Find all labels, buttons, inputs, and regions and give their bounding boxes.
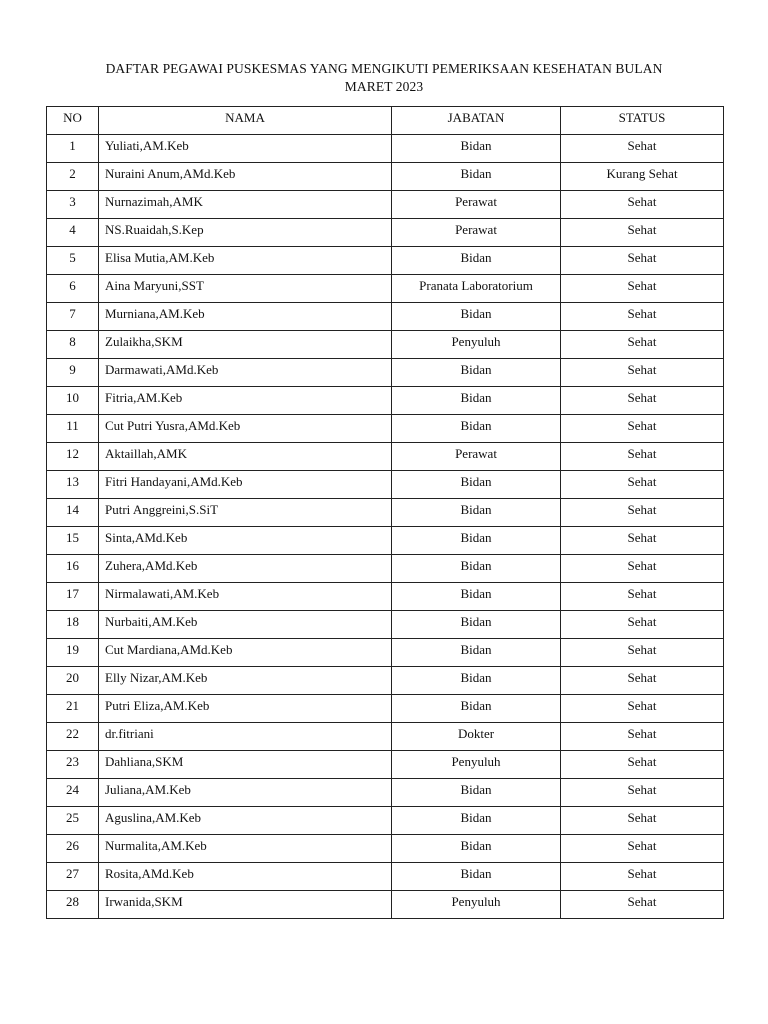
cell-jabatan: Bidan — [392, 695, 561, 723]
cell-nama: Aktaillah,AMK — [99, 443, 392, 471]
cell-jabatan: Bidan — [392, 611, 561, 639]
table-row — [47, 527, 724, 555]
cell-no: 19 — [47, 639, 99, 667]
cell-jabatan: Bidan — [392, 863, 561, 891]
table-body — [47, 135, 724, 919]
cell-no: 23 — [47, 751, 99, 779]
cell-nama: Fitri Handayani,AMd.Keb — [99, 471, 392, 499]
cell-jabatan: Bidan — [392, 639, 561, 667]
cell-nama: Dahliana,SKM — [99, 751, 392, 779]
table-row — [47, 723, 724, 751]
cell-nama: Irwanida,SKM — [99, 891, 392, 919]
cell-no: 1 — [47, 135, 99, 163]
cell-jabatan: Perawat — [392, 191, 561, 219]
cell-nama: Elisa Mutia,AM.Keb — [99, 247, 392, 275]
cell-jabatan: Penyuluh — [392, 331, 561, 359]
cell-no: 17 — [47, 583, 99, 611]
cell-no: 4 — [47, 219, 99, 247]
table-header — [47, 107, 724, 135]
table-row — [47, 499, 724, 527]
table-row — [47, 191, 724, 219]
cell-status: Sehat — [561, 359, 724, 387]
cell-status: Sehat — [561, 611, 724, 639]
table-row — [47, 135, 724, 163]
cell-status: Sehat — [561, 331, 724, 359]
table-row — [47, 303, 724, 331]
table-row — [47, 275, 724, 303]
title-line-1: DAFTAR PEGAWAI PUSKESMAS YANG MENGIKUTI PEMERIKSAAN KESEHATAN BULAN — [105, 61, 663, 76]
cell-nama: Putri Anggreini,S.SiT — [99, 499, 392, 527]
table-row — [47, 611, 724, 639]
cell-status: Sehat — [561, 499, 724, 527]
cell-status: Sehat — [561, 527, 724, 555]
cell-status: Sehat — [561, 219, 724, 247]
cell-nama: Yuliati,AM.Keb — [99, 135, 392, 163]
cell-nama: dr.fitriani — [99, 723, 392, 751]
cell-no: 7 — [47, 303, 99, 331]
cell-no: 15 — [47, 527, 99, 555]
cell-jabatan: Bidan — [392, 387, 561, 415]
cell-status: Sehat — [561, 751, 724, 779]
cell-no: 6 — [47, 275, 99, 303]
cell-jabatan: Bidan — [392, 583, 561, 611]
cell-status: Sehat — [561, 415, 724, 443]
cell-status: Sehat — [561, 863, 724, 891]
cell-jabatan: Bidan — [392, 499, 561, 527]
table-row — [47, 415, 724, 443]
cell-nama: Nurbaiti,AM.Keb — [99, 611, 392, 639]
cell-no: 2 — [47, 163, 99, 191]
cell-nama: Fitria,AM.Keb — [99, 387, 392, 415]
cell-status: Sehat — [561, 639, 724, 667]
cell-status: Sehat — [561, 247, 724, 275]
cell-status: Sehat — [561, 275, 724, 303]
cell-jabatan: Bidan — [392, 303, 561, 331]
cell-no: 16 — [47, 555, 99, 583]
cell-nama: Murniana,AM.Keb — [99, 303, 392, 331]
cell-no: 20 — [47, 667, 99, 695]
cell-nama: Juliana,AM.Keb — [99, 779, 392, 807]
table-row — [47, 247, 724, 275]
cell-no: 25 — [47, 807, 99, 835]
cell-nama: Aina Maryuni,SST — [99, 275, 392, 303]
cell-status: Sehat — [561, 807, 724, 835]
cell-status: Sehat — [561, 191, 724, 219]
table-row — [47, 583, 724, 611]
cell-jabatan: Perawat — [392, 219, 561, 247]
cell-no: 18 — [47, 611, 99, 639]
cell-jabatan: Pranata Laboratorium — [392, 275, 561, 303]
cell-nama: Zuhera,AMd.Keb — [99, 555, 392, 583]
cell-jabatan: Bidan — [392, 163, 561, 191]
header-jabatan: JABATAN — [392, 107, 561, 135]
cell-status: Sehat — [561, 779, 724, 807]
table-row — [47, 779, 724, 807]
cell-no: 22 — [47, 723, 99, 751]
cell-nama: Elly Nizar,AM.Keb — [99, 667, 392, 695]
cell-no: 3 — [47, 191, 99, 219]
table-row — [47, 219, 724, 247]
cell-status: Sehat — [561, 583, 724, 611]
cell-status: Sehat — [561, 667, 724, 695]
cell-nama: Putri Eliza,AM.Keb — [99, 695, 392, 723]
table-row — [47, 471, 724, 499]
table-row — [47, 835, 724, 863]
cell-nama: Cut Mardiana,AMd.Keb — [99, 639, 392, 667]
cell-no: 27 — [47, 863, 99, 891]
employee-table — [46, 106, 724, 919]
cell-no: 26 — [47, 835, 99, 863]
table-row — [47, 639, 724, 667]
cell-status: Sehat — [561, 891, 724, 919]
header-status: STATUS — [561, 107, 724, 135]
header-no: NO — [47, 107, 99, 135]
cell-nama: Rosita,AMd.Keb — [99, 863, 392, 891]
cell-no: 28 — [47, 891, 99, 919]
header-nama: NAMA — [99, 107, 392, 135]
table-row — [47, 387, 724, 415]
cell-no: 10 — [47, 387, 99, 415]
cell-no: 5 — [47, 247, 99, 275]
cell-status: Sehat — [561, 695, 724, 723]
cell-nama: Zulaikha,SKM — [99, 331, 392, 359]
cell-no: 14 — [47, 499, 99, 527]
cell-jabatan: Bidan — [392, 779, 561, 807]
cell-jabatan: Bidan — [392, 555, 561, 583]
table-row — [47, 807, 724, 835]
cell-jabatan: Perawat — [392, 443, 561, 471]
cell-status: Sehat — [561, 135, 724, 163]
cell-no: 8 — [47, 331, 99, 359]
cell-jabatan: Bidan — [392, 135, 561, 163]
cell-nama: Nuraini Anum,AMd.Keb — [99, 163, 392, 191]
cell-jabatan: Bidan — [392, 667, 561, 695]
cell-no: 12 — [47, 443, 99, 471]
cell-no: 11 — [47, 415, 99, 443]
cell-nama: NS.Ruaidah,S.Kep — [99, 219, 392, 247]
table-row — [47, 331, 724, 359]
cell-jabatan: Bidan — [392, 359, 561, 387]
table-row — [47, 667, 724, 695]
cell-status: Sehat — [561, 555, 724, 583]
cell-nama: Nurmalita,AM.Keb — [99, 835, 392, 863]
table-row — [47, 695, 724, 723]
cell-no: 9 — [47, 359, 99, 387]
cell-status: Sehat — [561, 443, 724, 471]
cell-status: Sehat — [561, 303, 724, 331]
cell-status: Sehat — [561, 723, 724, 751]
table-row — [47, 163, 724, 191]
table-row — [47, 555, 724, 583]
cell-status: Kurang Sehat — [561, 163, 724, 191]
table-row — [47, 359, 724, 387]
table-row — [47, 891, 724, 919]
document-title — [40, 60, 728, 96]
cell-no: 21 — [47, 695, 99, 723]
cell-status: Sehat — [561, 835, 724, 863]
cell-jabatan: Penyuluh — [392, 751, 561, 779]
cell-jabatan: Bidan — [392, 415, 561, 443]
cell-status: Sehat — [561, 387, 724, 415]
table-row — [47, 863, 724, 891]
title-line-2: MARET 2023 — [344, 79, 424, 94]
cell-nama: Darmawati,AMd.Keb — [99, 359, 392, 387]
header-row — [47, 107, 724, 135]
cell-jabatan: Dokter — [392, 723, 561, 751]
cell-nama: Aguslina,AM.Keb — [99, 807, 392, 835]
cell-status: Sehat — [561, 471, 724, 499]
cell-nama: Sinta,AMd.Keb — [99, 527, 392, 555]
cell-nama: Nurnazimah,AMK — [99, 191, 392, 219]
cell-nama: Cut Putri Yusra,AMd.Keb — [99, 415, 392, 443]
cell-no: 13 — [47, 471, 99, 499]
cell-no: 24 — [47, 779, 99, 807]
cell-jabatan: Bidan — [392, 835, 561, 863]
cell-jabatan: Bidan — [392, 527, 561, 555]
table-row — [47, 751, 724, 779]
cell-jabatan: Bidan — [392, 807, 561, 835]
cell-nama: Nirmalawati,AM.Keb — [99, 583, 392, 611]
cell-jabatan: Bidan — [392, 247, 561, 275]
cell-jabatan: Bidan — [392, 471, 561, 499]
cell-jabatan: Penyuluh — [392, 891, 561, 919]
table-row — [47, 443, 724, 471]
